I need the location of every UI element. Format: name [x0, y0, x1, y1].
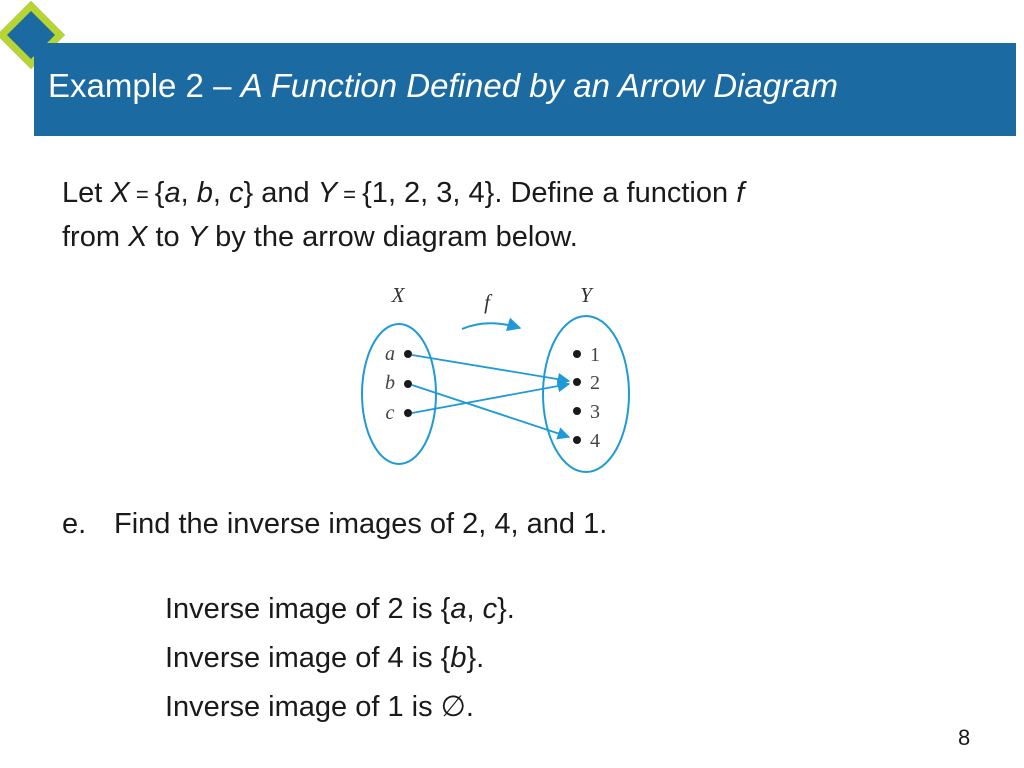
domain-dot-b — [404, 380, 412, 388]
equals-1: = — [129, 182, 155, 207]
intro-to: to — [147, 221, 188, 253]
answer-2-text: Inverse image of 2 is { — [165, 593, 451, 625]
codomain-dot-1 — [573, 350, 581, 358]
title-banner — [34, 43, 1016, 136]
intro-text — [62, 172, 962, 258]
element-a: a — [164, 177, 181, 209]
function-arrow-icon — [462, 323, 520, 329]
domain-elements — [385, 343, 412, 424]
title-emphasis: A Function Defined by an Arrow Diagram — [240, 67, 838, 104]
set-x-symbol-2: X — [128, 221, 148, 253]
domain-label: X — [391, 283, 405, 307]
set-y-symbol: Y — [317, 177, 338, 209]
empty-set-icon: ∅ — [440, 691, 466, 723]
answer-1-close: . — [465, 691, 474, 723]
domain-label-a: a — [385, 343, 395, 365]
answer-2-close: }. — [497, 593, 515, 625]
domain-dot-c — [404, 409, 412, 417]
part-e-question — [62, 508, 607, 541]
intro-rest: by the arrow diagram below. — [207, 221, 578, 253]
codomain-label-3: 3 — [590, 401, 600, 423]
answer-row-1 — [165, 683, 515, 732]
answer-4-b: b — [450, 642, 467, 674]
intro-line-2 — [62, 216, 962, 258]
set-y-elements: {1, 2, 3, 4} — [362, 177, 495, 209]
codomain-elements — [573, 344, 600, 452]
domain-label-b: b — [385, 372, 395, 394]
arrow-diagram — [350, 278, 650, 478]
equals-2: = — [337, 182, 363, 207]
comma-2: , — [212, 177, 230, 209]
brace-close: } — [243, 177, 254, 209]
page-title — [48, 67, 838, 105]
answer-4-close: }. — [466, 642, 485, 674]
codomain-dot-3 — [573, 407, 581, 415]
codomain-dot-4 — [573, 436, 581, 444]
slide-number: 8 — [958, 725, 971, 750]
intro-from: from — [62, 221, 129, 253]
intro-let: Let — [62, 177, 111, 209]
function-label: f — [484, 290, 490, 314]
intro-and: and — [253, 177, 318, 209]
answer-4-text: Inverse image of 4 is { — [165, 642, 451, 674]
codomain-label-2: 2 — [590, 372, 600, 394]
answer-1-text: Inverse image of 1 is — [165, 691, 441, 723]
answer-2-c: c — [482, 593, 498, 625]
part-e-marker: e. — [62, 508, 87, 540]
brace-open: { — [154, 177, 165, 209]
answer-row-4 — [165, 634, 515, 683]
function-f-symbol: f — [736, 177, 745, 209]
answer-2-a: a — [450, 593, 467, 625]
domain-label-c: c — [385, 402, 395, 424]
codomain-ellipse — [543, 316, 629, 472]
title-prefix: Example 2 – — [48, 67, 241, 104]
answer-2-comma: , — [466, 593, 483, 625]
codomain-label-1: 1 — [590, 344, 600, 366]
domain-dot-a — [404, 350, 412, 358]
domain-ellipse — [362, 324, 436, 464]
set-x-symbol: X — [110, 177, 130, 209]
answers — [165, 585, 515, 732]
element-b: b — [196, 177, 213, 209]
codomain-dot-2 — [573, 378, 581, 386]
codomain-label-4: 4 — [590, 430, 600, 452]
intro-line-1 — [62, 172, 962, 216]
element-c: c — [229, 177, 244, 209]
set-y-symbol-2: Y — [187, 221, 208, 253]
codomain-label: Y — [580, 283, 592, 307]
part-e-text: Find the inverse images of 2, 4, and 1. — [114, 508, 608, 540]
answer-row-2 — [165, 585, 515, 634]
comma-1: , — [180, 177, 197, 209]
intro-define: . Define a function — [494, 177, 737, 209]
